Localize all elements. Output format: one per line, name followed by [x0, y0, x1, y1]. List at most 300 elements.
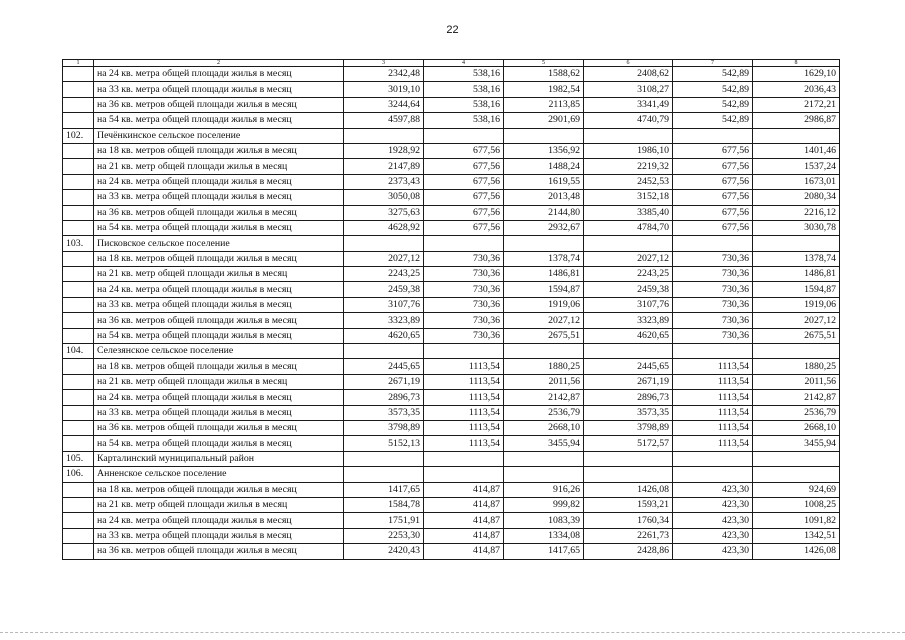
value-cell-col7: 423,30: [673, 497, 753, 512]
value-cell-col7: 730,36: [673, 267, 753, 282]
table-row: [63, 374, 840, 389]
value-cell-col6: 3385,40: [584, 205, 673, 220]
value-cell-col6: 4620,65: [584, 328, 673, 343]
value-cell-col4: 538,16: [424, 82, 504, 97]
value-cell-col3: 2445,65: [344, 359, 424, 374]
table-row: [63, 436, 840, 451]
row-index: [63, 513, 94, 528]
value-cell-col3: 2671,19: [344, 374, 424, 389]
value-cell-col8: 1486,81: [753, 267, 840, 282]
column-number: 8: [753, 60, 840, 67]
value-cell-col5: 1619,55: [504, 174, 584, 189]
value-cell-col6: 3108,27: [584, 82, 673, 97]
row-index: [63, 113, 94, 128]
empty-cell: [673, 467, 753, 482]
value-cell-col8: 1342,51: [753, 528, 840, 543]
value-cell-col7: 730,36: [673, 313, 753, 328]
empty-cell: [584, 128, 673, 143]
row-index: 102.: [63, 128, 94, 143]
empty-cell: [424, 236, 504, 251]
column-number-row: [63, 60, 840, 67]
value-cell-col5: 1417,65: [504, 544, 584, 559]
table-row: [63, 220, 840, 235]
norm-description: на 24 кв. метра общей площади жилья в месяц: [94, 513, 344, 528]
value-cell-col5: 1488,24: [504, 159, 584, 174]
table-row: [63, 420, 840, 435]
norm-description: на 21 кв. метр общей площади жилья в месяц: [94, 497, 344, 512]
table-row: [63, 405, 840, 420]
value-cell-col3: 1751,91: [344, 513, 424, 528]
table-row: [63, 328, 840, 343]
norm-description: на 24 кв. метра общей площади жилья в месяц: [94, 67, 344, 82]
value-cell-col6: 1426,08: [584, 482, 673, 497]
value-cell-col8: 1091,82: [753, 513, 840, 528]
value-cell-col7: 1113,54: [673, 359, 753, 374]
row-index: [63, 143, 94, 158]
value-cell-col5: 999,82: [504, 497, 584, 512]
value-cell-col8: 1673,01: [753, 174, 840, 189]
value-cell-col4: 730,36: [424, 251, 504, 266]
value-cell-col4: 730,36: [424, 297, 504, 312]
value-cell-col4: 677,56: [424, 220, 504, 235]
value-cell-col7: 677,56: [673, 159, 753, 174]
value-cell-col8: 1008,25: [753, 497, 840, 512]
value-cell-col5: 1919,06: [504, 297, 584, 312]
empty-cell: [504, 451, 584, 466]
value-cell-col5: 2113,85: [504, 97, 584, 112]
row-index: [63, 528, 94, 543]
value-cell-col4: 1113,54: [424, 390, 504, 405]
empty-cell: [504, 236, 584, 251]
table-row: [63, 544, 840, 559]
value-cell-col4: 677,56: [424, 143, 504, 158]
norm-description: на 33 кв. метра общей площади жилья в месяц: [94, 405, 344, 420]
norm-description: на 18 кв. метров общей площади жилья в месяц: [94, 251, 344, 266]
empty-cell: [424, 128, 504, 143]
value-cell-col5: 2013,48: [504, 190, 584, 205]
value-cell-col8: 2536,79: [753, 405, 840, 420]
column-number: 1: [63, 60, 94, 67]
value-cell-col8: 1594,87: [753, 282, 840, 297]
row-index: [63, 374, 94, 389]
section-name: Печёнкинское сельское поселение: [94, 128, 344, 143]
section-name: Селезянское сельское поселение: [94, 344, 344, 359]
table-row: [63, 528, 840, 543]
row-index: [63, 205, 94, 220]
value-cell-col8: 3030,78: [753, 220, 840, 235]
value-cell-col3: 1928,92: [344, 143, 424, 158]
empty-cell: [344, 451, 424, 466]
value-cell-col7: 730,36: [673, 328, 753, 343]
table-row: [63, 143, 840, 158]
value-cell-col4: 1113,54: [424, 436, 504, 451]
value-cell-col3: 3798,89: [344, 420, 424, 435]
table-row: [63, 174, 840, 189]
norm-description: на 36 кв. метров общей площади жилья в месяц: [94, 313, 344, 328]
table-row: [63, 251, 840, 266]
value-cell-col4: 730,36: [424, 282, 504, 297]
value-cell-col3: 3244,64: [344, 97, 424, 112]
table-body: [63, 60, 840, 560]
value-cell-col3: 2420,43: [344, 544, 424, 559]
value-cell-col8: 2027,12: [753, 313, 840, 328]
value-cell-col8: 1919,06: [753, 297, 840, 312]
value-cell-col7: 677,56: [673, 190, 753, 205]
empty-cell: [673, 128, 753, 143]
norm-description: на 36 кв. метров общей площади жилья в месяц: [94, 205, 344, 220]
table-row: [63, 313, 840, 328]
value-cell-col3: 4620,65: [344, 328, 424, 343]
value-cell-col3: 2147,89: [344, 159, 424, 174]
value-cell-col5: 2668,10: [504, 420, 584, 435]
row-index: [63, 482, 94, 497]
value-cell-col5: 916,26: [504, 482, 584, 497]
norm-description: на 33 кв. метра общей площади жилья в месяц: [94, 82, 344, 97]
value-cell-col5: 2675,51: [504, 328, 584, 343]
value-cell-col4: 1113,54: [424, 405, 504, 420]
value-cell-col4: 677,56: [424, 205, 504, 220]
empty-cell: [584, 451, 673, 466]
empty-cell: [424, 467, 504, 482]
row-index: [63, 420, 94, 435]
value-cell-col4: 677,56: [424, 174, 504, 189]
column-number: 2: [94, 60, 344, 67]
row-index: [63, 436, 94, 451]
value-cell-col5: 3455,94: [504, 436, 584, 451]
table-row: [63, 513, 840, 528]
empty-cell: [753, 344, 840, 359]
empty-cell: [753, 128, 840, 143]
empty-cell: [753, 467, 840, 482]
table-row: [63, 97, 840, 112]
value-cell-col4: 414,87: [424, 528, 504, 543]
norm-description: на 21 кв. метр общей площади жилья в месяц: [94, 159, 344, 174]
value-cell-col8: 2675,51: [753, 328, 840, 343]
section-header-row: [63, 236, 840, 251]
value-cell-col7: 542,89: [673, 113, 753, 128]
row-index: [63, 297, 94, 312]
value-cell-col3: 2342,48: [344, 67, 424, 82]
value-cell-col6: 4740,79: [584, 113, 673, 128]
value-cell-col7: 542,89: [673, 67, 753, 82]
value-cell-col3: 1584,78: [344, 497, 424, 512]
value-cell-col6: 2243,25: [584, 267, 673, 282]
value-cell-col8: 2011,56: [753, 374, 840, 389]
value-cell-col3: 4597,88: [344, 113, 424, 128]
section-name: Карталинский муниципальный район: [94, 451, 344, 466]
value-cell-col3: 3050,08: [344, 190, 424, 205]
row-index: [63, 390, 94, 405]
table-row: [63, 359, 840, 374]
value-cell-col3: 2027,12: [344, 251, 424, 266]
value-cell-col6: 2671,19: [584, 374, 673, 389]
section-name: Писковское сельское поселение: [94, 236, 344, 251]
column-number: 6: [584, 60, 673, 67]
value-cell-col4: 538,16: [424, 67, 504, 82]
empty-cell: [344, 467, 424, 482]
empty-cell: [584, 236, 673, 251]
value-cell-col6: 3107,76: [584, 297, 673, 312]
table-row: [63, 267, 840, 282]
value-cell-col4: 730,36: [424, 313, 504, 328]
value-cell-col4: 414,87: [424, 482, 504, 497]
table-row: [63, 159, 840, 174]
empty-cell: [673, 344, 753, 359]
table-row: [63, 497, 840, 512]
row-index: [63, 190, 94, 205]
table-row: [63, 390, 840, 405]
value-cell-col3: 3573,35: [344, 405, 424, 420]
value-cell-col3: 2373,43: [344, 174, 424, 189]
value-cell-col5: 1594,87: [504, 282, 584, 297]
tariff-table: [62, 59, 840, 560]
value-cell-col6: 3573,35: [584, 405, 673, 420]
row-index: 103.: [63, 236, 94, 251]
value-cell-col8: 2036,43: [753, 82, 840, 97]
column-number: 4: [424, 60, 504, 67]
value-cell-col6: 2445,65: [584, 359, 673, 374]
value-cell-col6: 2459,38: [584, 282, 673, 297]
value-cell-col5: 1880,25: [504, 359, 584, 374]
value-cell-col8: 1378,74: [753, 251, 840, 266]
value-cell-col7: 423,30: [673, 528, 753, 543]
norm-description: на 54 кв. метра общей площади жилья в месяц: [94, 328, 344, 343]
empty-cell: [673, 451, 753, 466]
value-cell-col8: 1537,24: [753, 159, 840, 174]
value-cell-col6: 2452,53: [584, 174, 673, 189]
section-header-row: [63, 467, 840, 482]
value-cell-col4: 730,36: [424, 267, 504, 282]
empty-cell: [504, 344, 584, 359]
value-cell-col7: 1113,54: [673, 405, 753, 420]
norm-description: на 54 кв. метра общей площади жилья в месяц: [94, 113, 344, 128]
empty-cell: [584, 467, 673, 482]
table-row: [63, 205, 840, 220]
value-cell-col8: 2668,10: [753, 420, 840, 435]
value-cell-col7: 542,89: [673, 82, 753, 97]
value-cell-col6: 1986,10: [584, 143, 673, 158]
value-cell-col8: 2080,34: [753, 190, 840, 205]
value-cell-col6: 5172,57: [584, 436, 673, 451]
value-cell-col4: 414,87: [424, 497, 504, 512]
value-cell-col6: 3152,18: [584, 190, 673, 205]
value-cell-col3: 2896,73: [344, 390, 424, 405]
value-cell-col6: 2261,73: [584, 528, 673, 543]
value-cell-col7: 677,56: [673, 220, 753, 235]
value-cell-col3: 4628,92: [344, 220, 424, 235]
value-cell-col4: 538,16: [424, 97, 504, 112]
value-cell-col8: 1426,08: [753, 544, 840, 559]
empty-cell: [344, 344, 424, 359]
table-row: [63, 297, 840, 312]
row-index: 106.: [63, 467, 94, 482]
table-row: [63, 482, 840, 497]
value-cell-col5: 1982,54: [504, 82, 584, 97]
norm-description: на 24 кв. метра общей площади жилья в месяц: [94, 174, 344, 189]
empty-cell: [504, 128, 584, 143]
row-index: [63, 282, 94, 297]
row-index: [63, 174, 94, 189]
column-number: 7: [673, 60, 753, 67]
value-cell-col6: 3341,49: [584, 97, 673, 112]
value-cell-col5: 1378,74: [504, 251, 584, 266]
value-cell-col5: 2901,69: [504, 113, 584, 128]
value-cell-col7: 423,30: [673, 513, 753, 528]
value-cell-col8: 924,69: [753, 482, 840, 497]
value-cell-col3: 2243,25: [344, 267, 424, 282]
value-cell-col6: 2428,86: [584, 544, 673, 559]
value-cell-col4: 730,36: [424, 328, 504, 343]
norm-description: на 54 кв. метра общей площади жилья в месяц: [94, 436, 344, 451]
value-cell-col5: 1334,08: [504, 528, 584, 543]
norm-description: на 18 кв. метров общей площади жилья в месяц: [94, 143, 344, 158]
value-cell-col6: 4784,70: [584, 220, 673, 235]
value-cell-col7: 730,36: [673, 297, 753, 312]
norm-description: на 36 кв. метров общей площади жилья в месяц: [94, 97, 344, 112]
norm-description: на 24 кв. метра общей площади жилья в месяц: [94, 390, 344, 405]
value-cell-col7: 1113,54: [673, 436, 753, 451]
value-cell-col6: 2219,32: [584, 159, 673, 174]
value-cell-col5: 2536,79: [504, 405, 584, 420]
empty-cell: [673, 236, 753, 251]
value-cell-col3: 3323,89: [344, 313, 424, 328]
value-cell-col7: 730,36: [673, 282, 753, 297]
value-cell-col3: 2253,30: [344, 528, 424, 543]
table-row: [63, 113, 840, 128]
value-cell-col8: 1401,46: [753, 143, 840, 158]
value-cell-col8: 1880,25: [753, 359, 840, 374]
row-index: 105.: [63, 451, 94, 466]
row-index: [63, 544, 94, 559]
value-cell-col4: 538,16: [424, 113, 504, 128]
norm-description: на 33 кв. метра общей площади жилья в месяц: [94, 528, 344, 543]
value-cell-col3: 3107,76: [344, 297, 424, 312]
value-cell-col7: 1113,54: [673, 374, 753, 389]
table-row: [63, 82, 840, 97]
norm-description: на 33 кв. метра общей площади жилья в месяц: [94, 190, 344, 205]
value-cell-col5: 2144,80: [504, 205, 584, 220]
value-cell-col3: 3275,63: [344, 205, 424, 220]
value-cell-col3: 5152,13: [344, 436, 424, 451]
empty-cell: [753, 451, 840, 466]
empty-cell: [424, 344, 504, 359]
norm-description: на 54 кв. метра общей площади жилья в месяц: [94, 220, 344, 235]
section-header-row: [63, 128, 840, 143]
table-row: [63, 190, 840, 205]
value-cell-col4: 1113,54: [424, 359, 504, 374]
value-cell-col4: 677,56: [424, 190, 504, 205]
value-cell-col7: 542,89: [673, 97, 753, 112]
row-index: [63, 159, 94, 174]
row-index: [63, 497, 94, 512]
row-index: [63, 313, 94, 328]
column-number: 3: [344, 60, 424, 67]
value-cell-col7: 677,56: [673, 174, 753, 189]
value-cell-col6: 1593,21: [584, 497, 673, 512]
value-cell-col5: 1588,62: [504, 67, 584, 82]
value-cell-col3: 3019,10: [344, 82, 424, 97]
value-cell-col6: 2027,12: [584, 251, 673, 266]
row-index: [63, 251, 94, 266]
empty-cell: [344, 236, 424, 251]
empty-cell: [584, 344, 673, 359]
norm-description: на 36 кв. метров общей площади жилья в месяц: [94, 420, 344, 435]
row-index: [63, 220, 94, 235]
value-cell-col7: 730,36: [673, 251, 753, 266]
empty-cell: [344, 128, 424, 143]
row-index: [63, 359, 94, 374]
norm-description: на 33 кв. метра общей площади жилья в месяц: [94, 297, 344, 312]
value-cell-col4: 1113,54: [424, 374, 504, 389]
page-number: 22: [446, 24, 459, 36]
row-index: [63, 267, 94, 282]
empty-cell: [504, 467, 584, 482]
value-cell-col5: 2932,67: [504, 220, 584, 235]
page-bottom-edge: [0, 632, 905, 634]
value-cell-col6: 2408,62: [584, 67, 673, 82]
value-cell-col7: 1113,54: [673, 420, 753, 435]
row-index: [63, 82, 94, 97]
row-index: [63, 328, 94, 343]
section-name: Анненское сельское поселение: [94, 467, 344, 482]
row-index: [63, 97, 94, 112]
norm-description: на 21 кв. метр общей площади жилья в месяц: [94, 374, 344, 389]
value-cell-col3: 2459,38: [344, 282, 424, 297]
value-cell-col5: 1083,39: [504, 513, 584, 528]
value-cell-col3: 1417,65: [344, 482, 424, 497]
value-cell-col5: 2142,87: [504, 390, 584, 405]
empty-cell: [753, 236, 840, 251]
section-header-row: [63, 451, 840, 466]
value-cell-col5: 2011,56: [504, 374, 584, 389]
value-cell-col6: 2896,73: [584, 390, 673, 405]
norm-description: на 21 кв. метр общей площади жилья в месяц: [94, 267, 344, 282]
norm-description: на 36 кв. метров общей площади жилья в месяц: [94, 544, 344, 559]
value-cell-col8: 1629,10: [753, 67, 840, 82]
column-number: 5: [504, 60, 584, 67]
value-cell-col4: 414,87: [424, 513, 504, 528]
value-cell-col8: 2986,87: [753, 113, 840, 128]
value-cell-col6: 3798,89: [584, 420, 673, 435]
value-cell-col6: 1760,34: [584, 513, 673, 528]
norm-description: на 24 кв. метра общей площади жилья в месяц: [94, 282, 344, 297]
value-cell-col4: 677,56: [424, 159, 504, 174]
value-cell-col7: 1113,54: [673, 390, 753, 405]
value-cell-col7: 423,30: [673, 482, 753, 497]
value-cell-col8: 2172,21: [753, 97, 840, 112]
value-cell-col5: 1356,92: [504, 143, 584, 158]
row-index: 104.: [63, 344, 94, 359]
norm-description: на 18 кв. метров общей площади жилья в месяц: [94, 359, 344, 374]
row-index: [63, 405, 94, 420]
value-cell-col5: 1486,81: [504, 267, 584, 282]
section-header-row: [63, 344, 840, 359]
value-cell-col4: 414,87: [424, 544, 504, 559]
value-cell-col7: 677,56: [673, 205, 753, 220]
value-cell-col5: 2027,12: [504, 313, 584, 328]
value-cell-col6: 3323,89: [584, 313, 673, 328]
table-row: [63, 282, 840, 297]
table-row: [63, 67, 840, 82]
value-cell-col8: 2142,87: [753, 390, 840, 405]
value-cell-col4: 1113,54: [424, 420, 504, 435]
value-cell-col7: 423,30: [673, 544, 753, 559]
empty-cell: [424, 451, 504, 466]
row-index: [63, 67, 94, 82]
norm-description: на 18 кв. метров общей площади жилья в месяц: [94, 482, 344, 497]
value-cell-col8: 2216,12: [753, 205, 840, 220]
value-cell-col8: 3455,94: [753, 436, 840, 451]
